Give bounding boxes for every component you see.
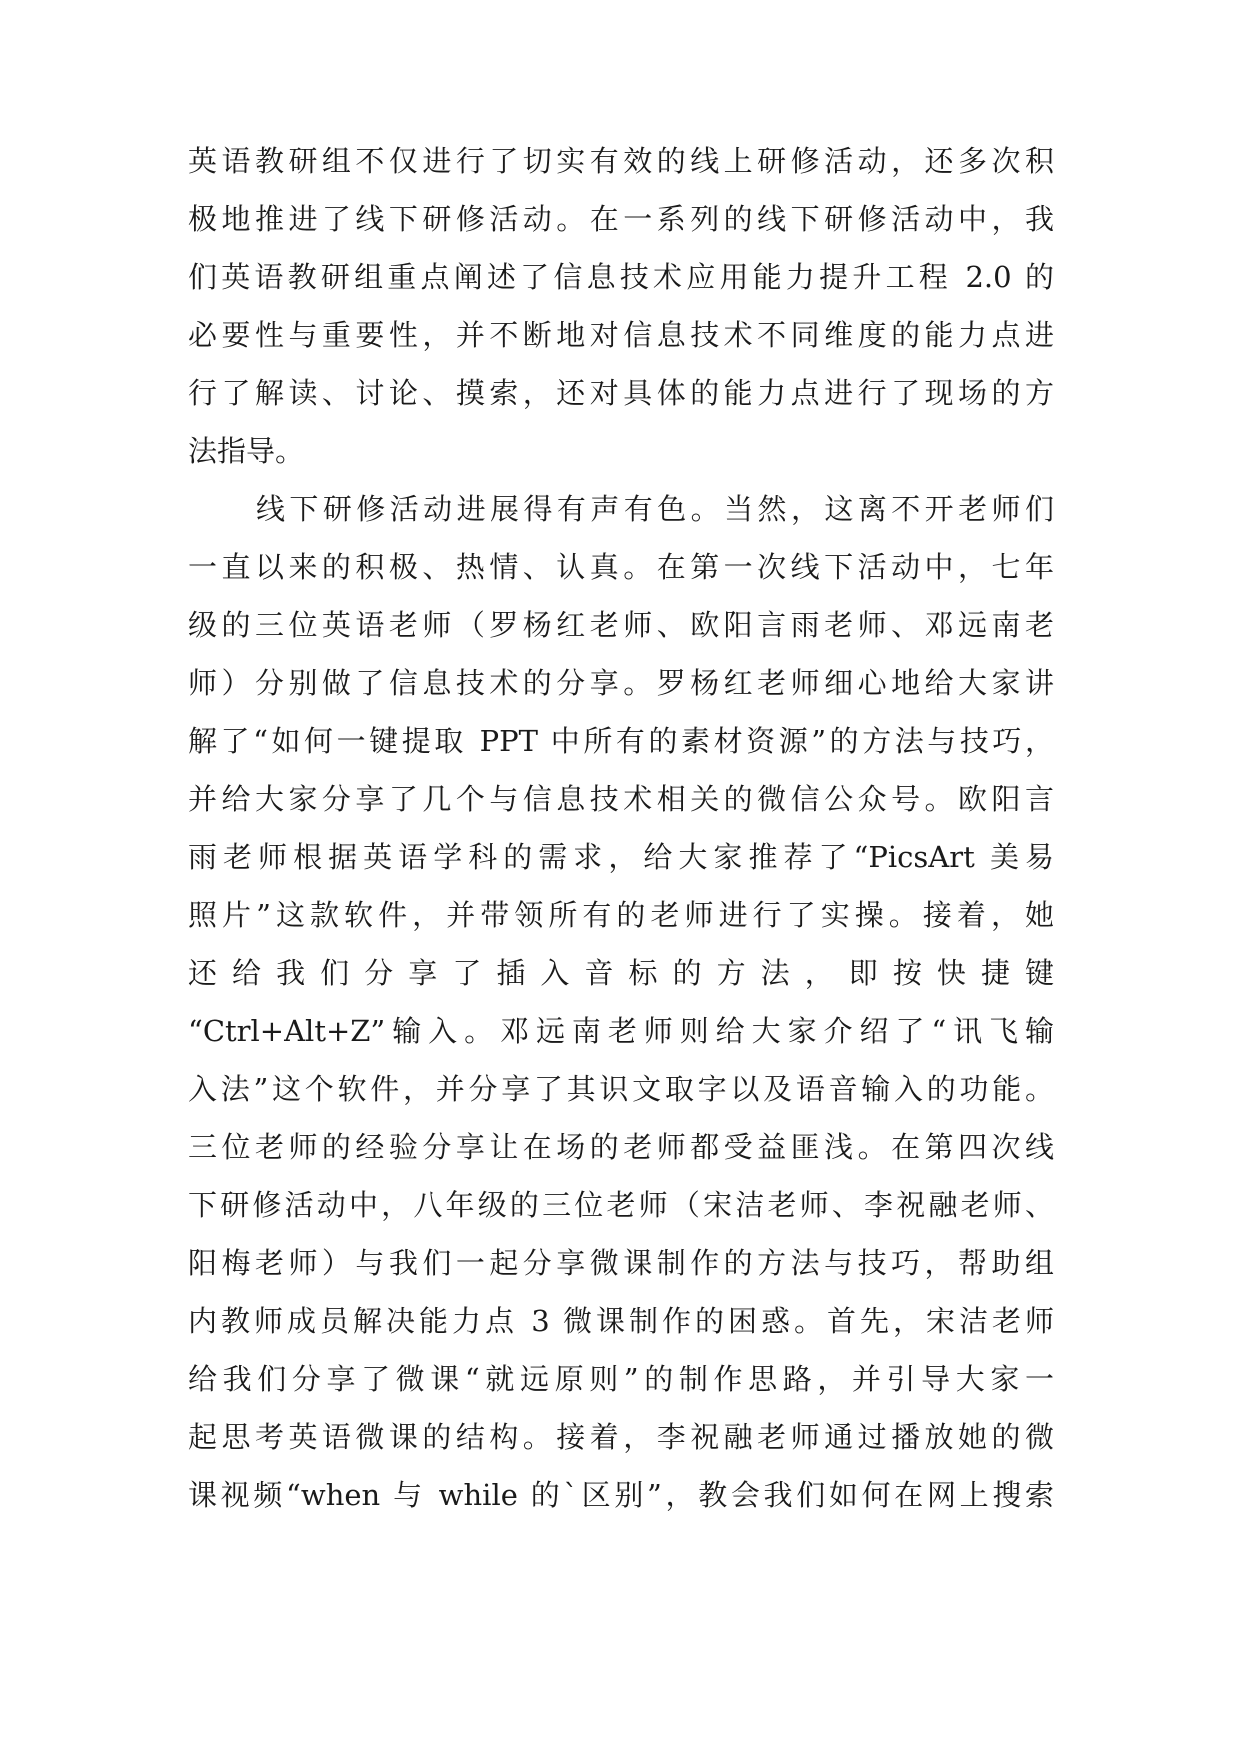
text-line: “Ctrl+Alt+Z”输入。邓远南老师则给大家介绍了“讯飞输 bbox=[188, 1014, 1054, 1048]
text-line: 们英语教研组重点阐述了信息技术应用能力提升工程 2.0 的 bbox=[188, 260, 1054, 294]
text-line: 解了“如何一键提取 PPT 中所有的素材资源”的方法与技巧， bbox=[188, 724, 1054, 758]
paragraph-2 bbox=[188, 480, 1054, 1524]
document-body bbox=[188, 132, 1054, 1524]
text-line: 还 给 我 们 分 享 了 插 入 音 标 的 方 法 ， 即 按 快 捷 键 bbox=[188, 956, 1054, 990]
paragraph-1 bbox=[188, 132, 1054, 480]
text-line: 给我们分享了微课“就远原则”的制作思路，并引导大家一 bbox=[188, 1362, 1054, 1396]
text-line: 三位老师的经验分享让在场的老师都受益匪浅。在第四次线 bbox=[188, 1130, 1054, 1164]
text-line: 入法”这个软件，并分享了其识文取字以及语音输入的功能。 bbox=[188, 1072, 1054, 1106]
text-line: 起思考英语微课的结构。接着，李祝融老师通过播放她的微 bbox=[188, 1420, 1054, 1454]
text-line: 级的三位英语老师（罗杨红老师、欧阳言雨老师、邓远南老 bbox=[188, 608, 1054, 642]
text-line: 课视频“when 与 while 的`区别”，教会我们如何在网上搜索 bbox=[188, 1478, 1054, 1512]
text-line: 内教师成员解决能力点 3 微课制作的困惑。首先，宋洁老师 bbox=[188, 1304, 1054, 1338]
text-line: 下研修活动中，八年级的三位老师（宋洁老师、李祝融老师、 bbox=[188, 1188, 1054, 1222]
text-line: 英语教研组不仅进行了切实有效的线上研修活动，还多次积 bbox=[188, 144, 1054, 178]
text-line: 行了解读、讨论、摸索，还对具体的能力点进行了现场的方 bbox=[188, 376, 1054, 410]
text-line: 阳梅老师）与我们一起分享微课制作的方法与技巧，帮助组 bbox=[188, 1246, 1054, 1280]
text-line: 极地推进了线下研修活动。在一系列的线下研修活动中，我 bbox=[188, 202, 1054, 236]
text-line: 师）分别做了信息技术的分享。罗杨红老师细心地给大家讲 bbox=[188, 666, 1054, 700]
text-line: 线下研修活动进展得有声有色。当然，这离不开老师们 bbox=[256, 492, 1054, 526]
text-line: 必要性与重要性，并不断地对信息技术不同维度的能力点进 bbox=[188, 318, 1054, 352]
text-line: 雨老师根据英语学科的需求，给大家推荐了“PicsArt 美易 bbox=[188, 840, 1054, 874]
text-line: 法指导。 bbox=[188, 434, 305, 468]
text-line: 一直以来的积极、热情、认真。在第一次线下活动中，七年 bbox=[188, 550, 1054, 584]
text-line: 并给大家分享了几个与信息技术相关的微信公众号。欧阳言 bbox=[188, 782, 1054, 816]
text-line: 照片”这款软件，并带领所有的老师进行了实操。接着，她 bbox=[188, 898, 1054, 932]
